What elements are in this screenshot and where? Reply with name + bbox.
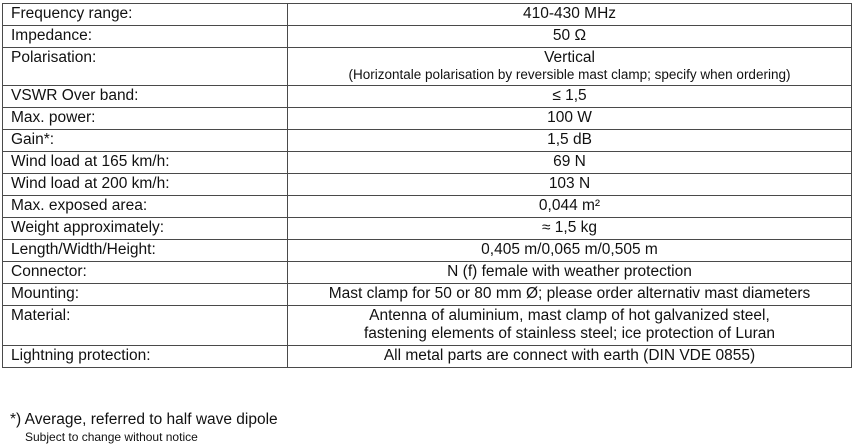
row-value: 0,405 m/0,065 m/0,505 m — [288, 240, 852, 262]
row-value: 50 Ω — [288, 26, 852, 48]
table-row — [3, 130, 852, 152]
row-value: 69 N — [288, 152, 852, 174]
table-row — [3, 26, 852, 48]
table-row — [3, 284, 852, 306]
row-label: Max. power: — [3, 108, 288, 130]
row-label: Wind load at 165 km/h: — [3, 152, 288, 174]
row-label: Mounting: — [3, 284, 288, 306]
row-value: ≈ 1,5 kg — [288, 218, 852, 240]
row-label: Max. exposed area: — [3, 196, 288, 218]
row-label: VSWR Over band: — [3, 86, 288, 108]
disclaimer: Subject to change without notice — [25, 430, 198, 444]
row-label: Material: — [3, 306, 288, 346]
row-value: 103 N — [288, 174, 852, 196]
row-value: 100 W — [288, 108, 852, 130]
row-value: N (f) female with weather protection — [288, 262, 852, 284]
row-value: 0,044 m² — [288, 196, 852, 218]
table-row — [3, 306, 852, 346]
row-value: Vertical — [544, 49, 595, 66]
table-row — [3, 108, 852, 130]
spec-table — [2, 3, 852, 368]
table-row — [3, 174, 852, 196]
row-value-line2: fastening elements of stainless steel; ice protection of Luran — [364, 325, 775, 342]
footnote: *) Average, referred to half wave dipole — [10, 411, 278, 428]
row-label: Wind load at 200 km/h: — [3, 174, 288, 196]
row-label: Length/Width/Height: — [3, 240, 288, 262]
row-label: Lightning protection: — [3, 346, 288, 368]
row-value-cell — [288, 306, 852, 346]
row-value-cell — [288, 48, 852, 86]
row-value-note: (Horizontale polarisation by reversible mast clamp; specify when ordering) — [348, 67, 791, 82]
row-value: ≤ 1,5 — [288, 86, 852, 108]
row-value: Antenna of aluminium, mast clamp of hot galvanized steel, — [369, 307, 770, 324]
table-row — [3, 346, 852, 368]
row-label: Impedance: — [3, 26, 288, 48]
table-row — [3, 196, 852, 218]
row-value: All metal parts are connect with earth (DIN VDE 0855) — [288, 346, 852, 368]
table-row — [3, 152, 852, 174]
row-label: Frequency range: — [3, 4, 288, 26]
table-row — [3, 262, 852, 284]
table-row — [3, 48, 852, 86]
row-label: Gain*: — [3, 130, 288, 152]
row-label: Connector: — [3, 262, 288, 284]
table-row — [3, 240, 852, 262]
table-row — [3, 218, 852, 240]
table-row — [3, 86, 852, 108]
row-label: Weight approximately: — [3, 218, 288, 240]
row-label: Polarisation: — [3, 48, 288, 86]
table-row — [3, 4, 852, 26]
row-value: 410-430 MHz — [288, 4, 852, 26]
row-value: Mast clamp for 50 or 80 mm Ø; please order alternativ mast diameters — [288, 284, 852, 306]
row-value: 1,5 dB — [288, 130, 852, 152]
